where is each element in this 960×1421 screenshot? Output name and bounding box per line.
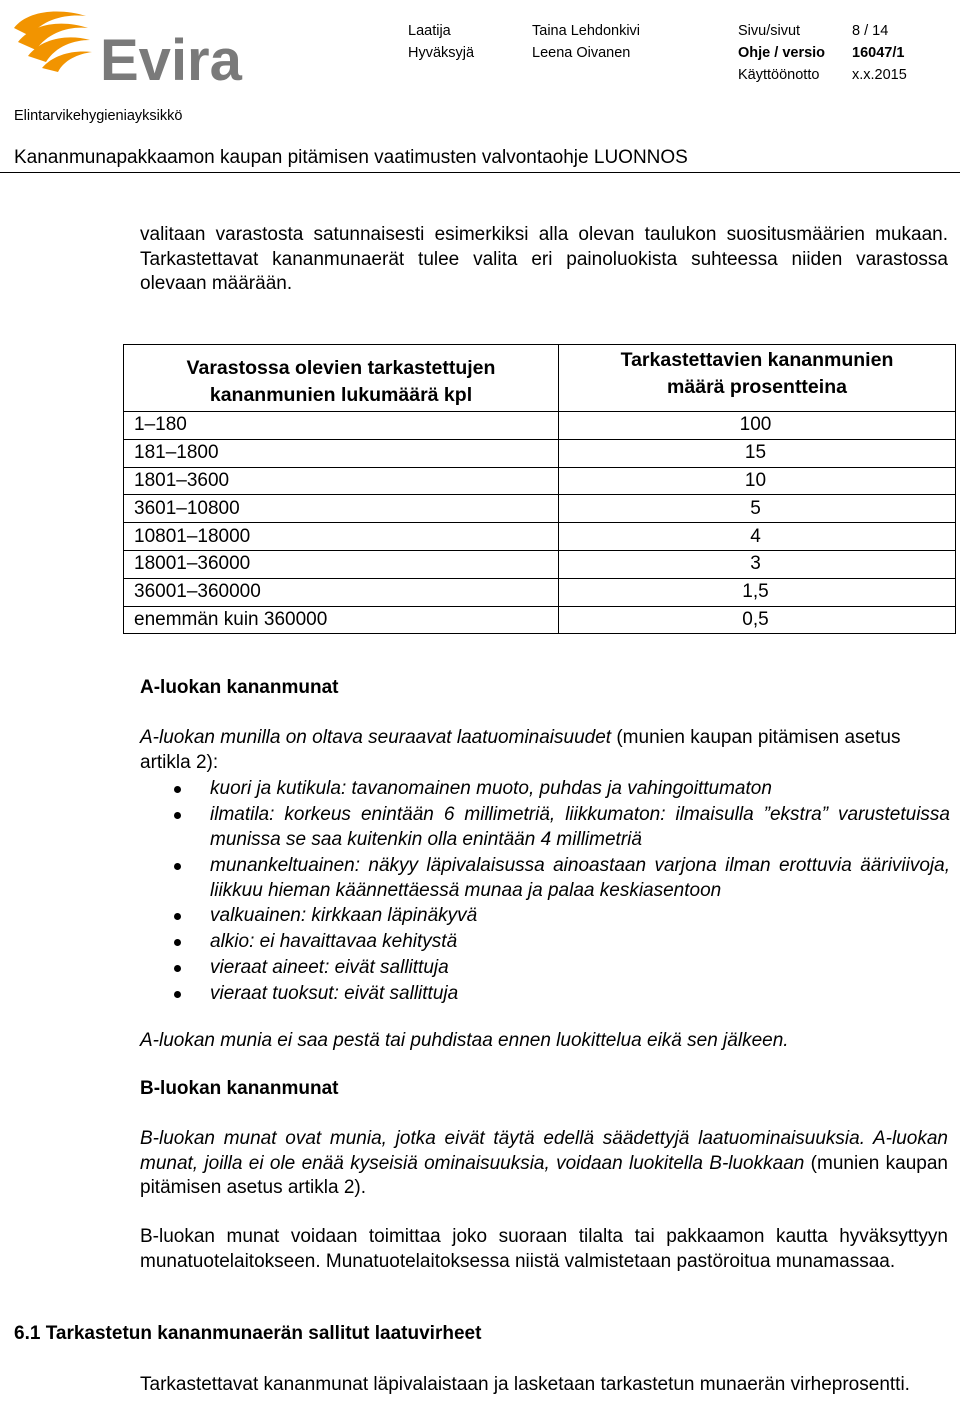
col2-header-line2: määrä prosentteina (667, 376, 847, 398)
range-cell: enemmän kuin 360000 (124, 606, 559, 634)
approved-value: Leena Oivanen (532, 45, 631, 61)
range-cell: 3601–10800 (124, 495, 559, 523)
evira-logo (8, 6, 258, 86)
class-a-bullet (140, 955, 950, 980)
percent-cell: 3 (559, 550, 956, 578)
unit-name: Elintarvikehygieniayksikkö (14, 108, 183, 124)
percent-cell: 10 (559, 467, 956, 495)
section-paragraph: Tarkastettavat kananmunat läpivalaistaan ja lasketaan tarkastetun munaerän virheprosentti. (140, 1374, 910, 1395)
class-a-intro (140, 726, 948, 775)
percent-cell: 100 (559, 412, 956, 440)
class-b-heading: B-luokan kananmunat (140, 1078, 339, 1099)
table-row (124, 523, 956, 551)
range-cell: 181–1800 (124, 439, 559, 467)
header-divider (0, 172, 960, 173)
range-cell: 36001–360000 (124, 578, 559, 606)
table-row (124, 606, 956, 634)
bullet-text: vieraat tuoksut: eivät sallittuja (210, 983, 459, 1004)
percent-cell: 4 (559, 523, 956, 551)
bullet-text: munankeltuainen: näkyy läpivalaisussa ainoastaan varjona ilman erottuvia ääriviivoja, liikkuu hieman käännettäessä munaa ja palaa keskiasentoon (210, 855, 950, 901)
range-cell: 1–180 (124, 412, 559, 440)
class-a-bullet (140, 903, 950, 928)
version-label: Ohje / versio (738, 45, 826, 61)
class-a-bullet (140, 981, 950, 1006)
percent-cell: 1,5 (559, 578, 956, 606)
sampling-table (123, 344, 956, 634)
class-a-bullet (140, 853, 950, 903)
range-cell: 18001–36000 (124, 550, 559, 578)
prepared-value: Taina Lehdonkivi (532, 23, 641, 39)
class-a-bullet (140, 802, 950, 852)
bullet-text: valkuainen: kirkkaan läpinäkyvä (210, 905, 478, 926)
table-row (124, 439, 956, 467)
class-b-para1-italic: B-luokan munat ovat munia, jotka eivät täytä edellä säädettyjä laatuominaisuuksia. A-luokan munat, joilla ei ole enää kyseisiä ominaisuuksia, voidaan luokitella B-luokkaan (140, 1128, 948, 1174)
table-col1-header (124, 345, 559, 412)
table-row (124, 550, 956, 578)
logo-wordmark: Evira (100, 28, 242, 86)
adoption-label: Käyttöönotto (738, 67, 820, 83)
prepared-label: Laatija (408, 23, 451, 39)
bullet-dot-icon (174, 786, 181, 793)
table-row (124, 578, 956, 606)
bullet-text: alkio: ei havaittavaa kehitystä (210, 931, 458, 952)
range-cell: 10801–18000 (124, 523, 559, 551)
version-value: 16047/1 (852, 45, 905, 61)
bullet-text: vieraat aineet: eivät sallittuja (210, 957, 449, 978)
adoption-value: x.x.2015 (852, 67, 907, 83)
bullet-dot-icon (174, 965, 181, 972)
class-a-bullet (140, 776, 950, 801)
table-row (124, 495, 956, 523)
section-heading: 6.1 Tarkastetun kananmunaerän sallitut laatuvirheet (14, 1323, 482, 1344)
table-row (124, 412, 956, 440)
col2-header-line1: Tarkastettavien kananmunien (620, 349, 894, 371)
percent-cell: 5 (559, 495, 956, 523)
approved-label: Hyväksyjä (408, 45, 475, 61)
percent-cell: 0,5 (559, 606, 956, 634)
bullet-dot-icon (174, 812, 181, 819)
page-value: 8 / 14 (852, 23, 889, 39)
col1-header-line1: Varastossa olevien tarkastettujen (186, 357, 496, 379)
class-b-para2: B-luokan munat voidaan toimittaa joko suoraan tilalta tai pakkaamon kautta hyväksyttyyn munatuotelaitokseen. Munatuotelaitoksessa niistä valmistetaan pastöroitua munamassaa. (140, 1226, 948, 1272)
class-a-intro-rest: (munien kaupan pitämisen asetus artikla 2): (140, 727, 901, 773)
table-header-row (124, 345, 956, 412)
bullet-dot-icon (174, 991, 181, 998)
bullet-text: ilmatila: korkeus enintään 6 millimetriä, liikkumaton: ilmaisulla ”ekstra” varustetuissa munissa se saa kuitenkin olla enintään 4 millimetriä (210, 804, 950, 850)
bullet-dot-icon (174, 939, 181, 946)
table-col2-header (559, 345, 956, 412)
percent-cell: 15 (559, 439, 956, 467)
page-label: Sivu/sivut (738, 23, 801, 39)
class-b-para1-rest: (munien kaupan pitämisen asetus artikla 2). (140, 1152, 948, 1198)
col1-header-line2: kananmunien lukumäärä kpl (209, 384, 473, 406)
class-a-bullet (140, 929, 950, 954)
bullet-text: kuori ja kutikula: tavanomainen muoto, puhdas ja vahingoittumaton (210, 778, 772, 799)
range-cell: 1801–3600 (124, 467, 559, 495)
class-a-heading: A-luokan kananmunat (140, 677, 339, 698)
class-b-para1 (140, 1127, 948, 1201)
document-title: Kananmunapakkaamon kaupan pitämisen vaatimusten valvontaohje LUONNOS (14, 147, 688, 168)
logo-swoosh-icon (14, 12, 92, 72)
class-a-note: A-luokan munia ei saa pestä tai puhdistaa ennen luokittelua eikä sen jälkeen. (140, 1030, 789, 1051)
bullet-dot-icon (174, 913, 181, 920)
bullet-dot-icon (174, 863, 181, 870)
class-a-intro-italic: A-luokan munilla on oltava seuraavat laatuominaisuudet (140, 727, 612, 748)
table-row (124, 467, 956, 495)
intro-paragraph: valitaan varastosta satunnaisesti esimerkiksi alla olevan taulukon suositusmäärien mukaan. Tarkastettavat kananmunaerät tulee valita eri painoluokista suhteessa niiden varastossa olevaan määrään. (140, 224, 948, 294)
